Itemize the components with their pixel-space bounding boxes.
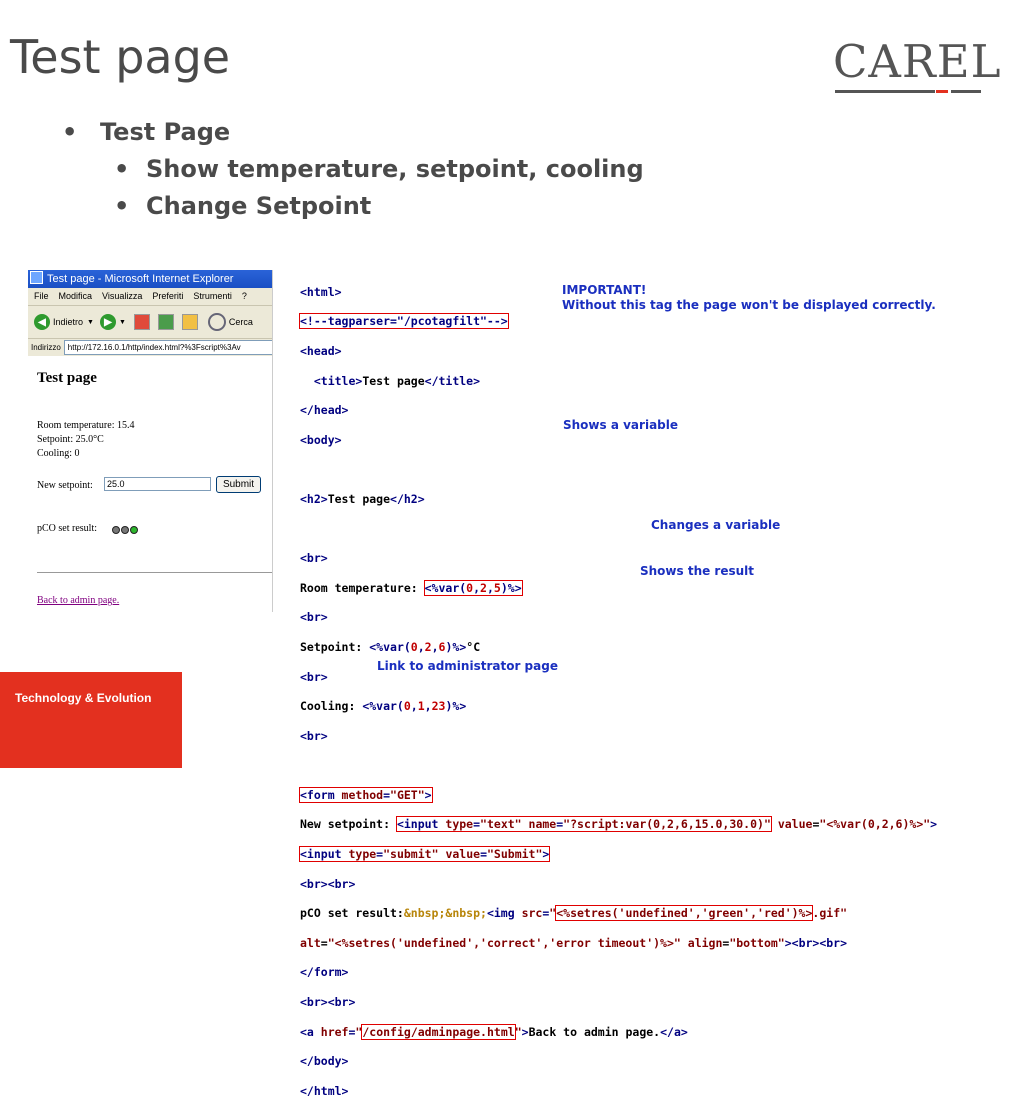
bullet-level2: • Change Setpoint: [114, 192, 372, 220]
search-button-label[interactable]: Cerca: [228, 317, 253, 327]
html-source-code: <html> <!--tagparser="/pcotagfilt"--> <head> <title>Test page</title> </head> <body> <h2>Test page</h2> <br> Room temperature: <%var(0,2,5)%> <br> Setpoint: <%var(0,2,6)%>°C <br> Cooling: <%var(0,1,23)%> <br> <form method="GET"> New setpoint: <input type="text" name="?script:var(0,2,6,15.0,30.0)" value="<%var(0,2,6)%>"> <input type="submit" value="Submit"> <br><br> pCO set result:&nbsp;&nbsp;<img src="<%setres('undefined','green','red')%>.gif" alt="<%setres('undefined','correct','error timeout')%>" align="bottom"><br><br> </form> <br><br> <a href="/config/adminpage.html">Back to admin page.</a> </body> </html>: [300, 284, 938, 1098]
address-bar: [28, 339, 272, 357]
search-icon[interactable]: [208, 313, 226, 331]
menu-preferiti[interactable]: Preferiti: [152, 291, 184, 301]
setpoint-input[interactable]: [104, 477, 211, 491]
menu-bar: [28, 288, 272, 306]
note-changes-variable: Changes a variable: [651, 518, 781, 532]
stop-icon[interactable]: [134, 314, 150, 330]
cooling-text: Cooling: 0: [37, 448, 80, 459]
chevron-down-icon[interactable]: ▼: [118, 318, 126, 326]
logo-wordmark: CAREL: [833, 35, 1002, 88]
note-shows-variable: Shows a variable: [563, 418, 679, 432]
note-important-title: IMPORTANT!: [562, 283, 647, 297]
refresh-icon[interactable]: [158, 314, 174, 330]
menu-file[interactable]: File: [34, 291, 49, 301]
new-setpoint-label: New setpoint:: [37, 480, 93, 491]
slide-title: Test page: [10, 30, 231, 84]
page-heading: Test page: [37, 370, 97, 386]
carel-logo: [833, 35, 1002, 96]
back-icon[interactable]: ◀: [34, 314, 50, 330]
result-label: pCO set result:: [37, 523, 97, 534]
status-led-icon: [130, 526, 138, 534]
footer-text: Technology & Evolution: [15, 691, 152, 705]
ie-icon: [30, 271, 43, 284]
menu-help[interactable]: ?: [241, 291, 247, 301]
logo-underline-end: [951, 90, 981, 93]
footer-band: [0, 672, 182, 768]
menu-strumenti[interactable]: Strumenti: [193, 291, 232, 301]
setpoint-text: Setpoint: 25.0°C: [37, 434, 104, 445]
submit-button[interactable]: Submit: [216, 476, 261, 493]
ie-browser-window: [28, 270, 273, 612]
note-important-text: Without this tag the page won't be displayed correctly.: [562, 298, 936, 312]
bullet-level1: • Test Page: [62, 118, 231, 146]
logo-underline: [835, 90, 935, 93]
bullet-dot: •: [62, 118, 78, 146]
forward-icon[interactable]: ▶: [100, 314, 116, 330]
divider: [37, 572, 273, 573]
chevron-down-icon[interactable]: ▼: [87, 318, 94, 326]
bullet-dot: •: [114, 155, 130, 183]
window-titlebar: Test page - Microsoft Internet Explorer: [28, 270, 272, 288]
menu-visualizza[interactable]: Visualizza: [102, 291, 143, 301]
home-icon[interactable]: [182, 314, 198, 330]
menu-modifica[interactable]: Modifica: [58, 291, 93, 301]
back-button-label[interactable]: Indietro: [53, 317, 84, 327]
page-content: [28, 356, 272, 612]
address-input[interactable]: http://172.16.0.1/http/index.html?%3Fscript%3Av: [64, 340, 273, 355]
bullet-level2: • Show temperature, setpoint, cooling: [114, 155, 644, 183]
address-label: Indirizzo: [31, 343, 61, 352]
status-led-icon: [121, 526, 129, 534]
status-led-icon: [112, 526, 120, 534]
note-link-admin: Link to administrator page: [377, 659, 558, 673]
note-shows-result: Shows the result: [640, 564, 755, 578]
logo-accent: [936, 90, 948, 93]
room-temperature-text: Room temperature: 15.4: [37, 420, 135, 431]
bullet-dot: •: [114, 192, 130, 220]
toolbar: [28, 306, 272, 339]
back-to-admin-link[interactable]: Back to admin page.: [37, 595, 120, 606]
